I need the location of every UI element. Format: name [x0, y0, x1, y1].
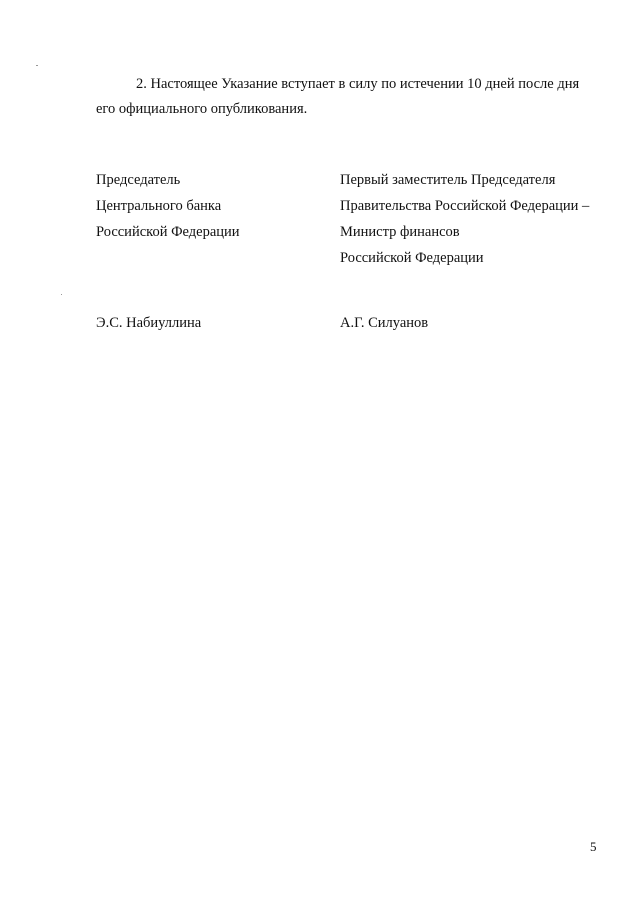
signatory-right-title-line: Министр финансов	[340, 224, 460, 240]
clause-paragraph	[96, 72, 601, 122]
signatory-left-title	[96, 167, 240, 245]
scan-speck	[36, 65, 38, 66]
signatory-left-title-line: Председатель	[96, 172, 181, 188]
signatory-right-title-line: Российской Федерации	[340, 250, 484, 266]
signatory-right-name: А.Г. Силуанов	[340, 315, 429, 331]
signatory-right-title-line: Первый заместитель Председателя	[340, 172, 556, 188]
signatory-left-title-line: Центрального банка	[96, 198, 222, 214]
clause-line-2: его официального опубликования.	[96, 101, 308, 117]
signatory-left-name: Э.С. Набиуллина	[96, 315, 202, 331]
signatory-right-title-line: Правительства Российской Федерации –	[340, 198, 590, 214]
page-number: 5	[590, 839, 597, 854]
signatory-left-title-line: Российской Федерации	[96, 224, 240, 240]
scan-speck	[61, 294, 62, 295]
signatory-right-title	[340, 167, 589, 271]
clause-line-1: 2. Настоящее Указание вступает в силу по истечении 10 дней после дня	[136, 76, 580, 92]
